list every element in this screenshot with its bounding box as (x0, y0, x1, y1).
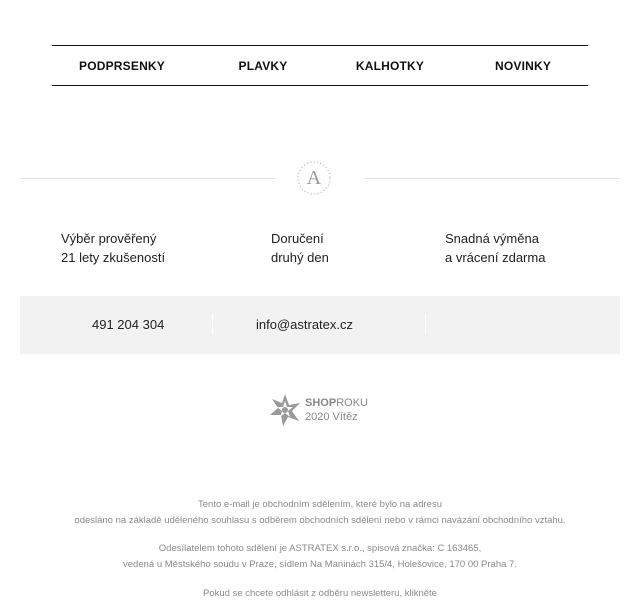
badge-brand-rest: ROKU (336, 397, 368, 409)
badge-brand-bold: SHOP (305, 397, 337, 409)
logo-letter: A (306, 167, 322, 189)
badge-brand (305, 397, 368, 409)
astratex-logo-icon (296, 158, 336, 198)
nav-item-podprsenky[interactable]: PODPRSENKY (78, 59, 166, 73)
legal-line: vedená u Městského soudu v Praze, sídlem Na Maninách 315/4, Holešovice, 170 00 Praha 7. (123, 559, 517, 570)
benefit-line: druhý den (271, 250, 329, 265)
benefit-selection (61, 229, 165, 267)
nav-item-plavky[interactable]: PLAVKY (238, 59, 288, 73)
legal-paragraph-1 (0, 497, 640, 529)
contact-separator (212, 314, 213, 334)
contact-bar (20, 296, 620, 354)
benefit-line: Snadná výměna (445, 231, 539, 246)
shoproku-star-icon (268, 393, 302, 427)
benefit-line: 21 lety zkušeností (61, 250, 166, 265)
legal-paragraph-2 (0, 541, 640, 573)
benefit-delivery (271, 229, 329, 267)
benefit-line: Výběr prověřený (61, 231, 157, 246)
benefit-line: Doručení (271, 231, 324, 246)
main-nav (52, 45, 588, 86)
nav-item-kalhotky[interactable]: KALHOTKY (355, 59, 425, 73)
legal-line: Odesílatelem tohoto sdělení je ASTRATEX s.r.o., spisová značka: C 163465, (158, 543, 482, 554)
legal-line: odesláno na základě uděleného souhlasu s odběrem obchodních sdělení nebo v rámci navázání obchodního vztahu. (74, 515, 566, 526)
nav-item-novinky[interactable]: NOVINKY (494, 59, 552, 73)
email-link[interactable]: info@astratex.cz (256, 317, 354, 332)
shoproku-badge (268, 393, 388, 427)
benefit-returns (445, 229, 545, 267)
unsubscribe-link[interactable]: Pokud se chcete odhlásit z odběru newsletteru, klikněte (203, 588, 437, 599)
divider-right (364, 178, 620, 179)
phone-link[interactable]: 491 204 304 (92, 317, 165, 332)
badge-subtitle: 2020 Vítěz (305, 411, 358, 423)
legal-line: Tento e-mail je obchodním sdělením, které bylo na adresu (198, 499, 442, 510)
benefit-line: a vrácení zdarma (445, 250, 546, 265)
divider-left (20, 178, 276, 179)
contact-separator (425, 314, 426, 334)
